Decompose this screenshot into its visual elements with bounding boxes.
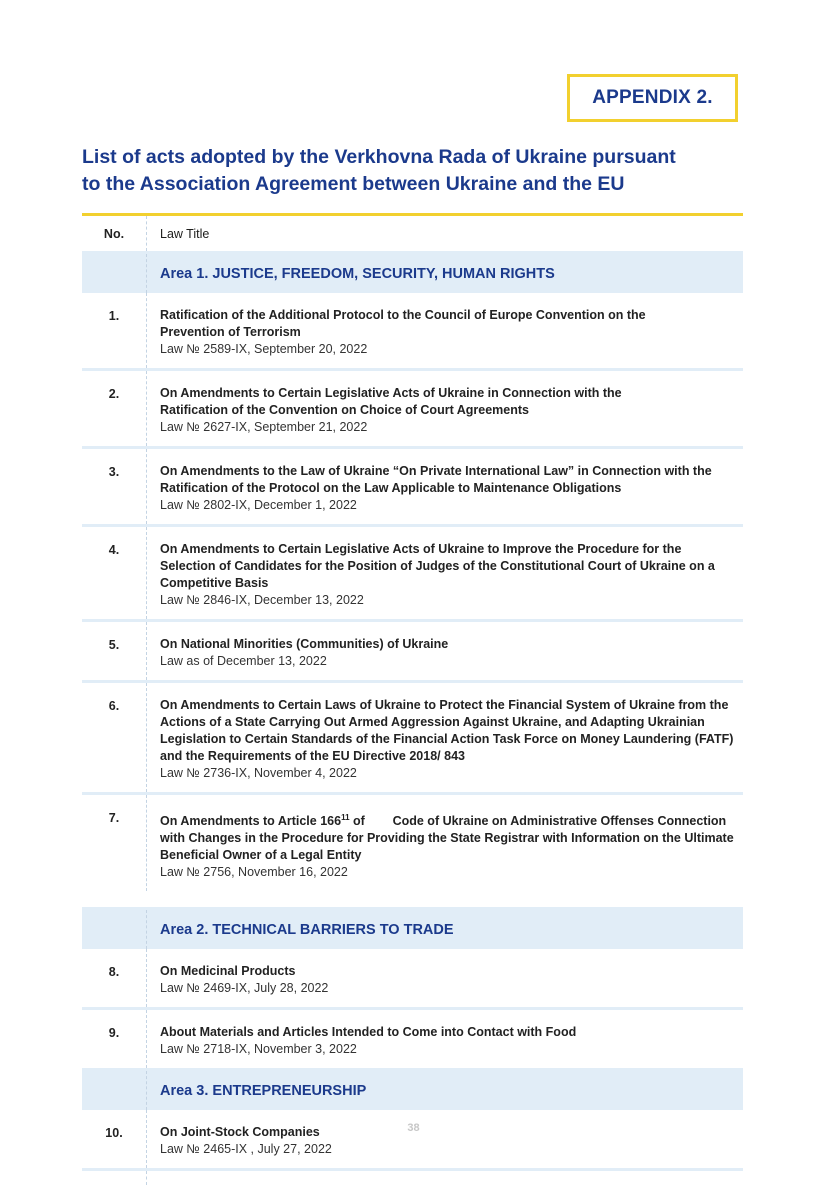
area-header: [82, 1071, 743, 1110]
law-title-part-b: of Code of Ukraine on Administrative Offenses Connection with Changes in the Procedure for Providing the State Registrar with Information on the Ultimate Beneficial Owner of a Legal Entity: [160, 814, 738, 863]
column-header-no: No.: [82, 216, 147, 251]
area-header: [82, 254, 743, 293]
law-title: [160, 809, 738, 864]
row-number: 8.: [82, 949, 147, 1007]
law-title: On Amendments to the Law of Ukraine “On Private International Law” in Connection with the Ratification of the Protocol on the Law Applicable to Maintenance Obligations: [160, 464, 712, 495]
law-cell: [147, 622, 743, 680]
law-reference: Law № 2718-IX, November 3, 2022: [160, 1042, 357, 1057]
law-reference: Law № 2802-IX, December 1, 2022: [160, 498, 357, 512]
row-number: 6.: [82, 683, 147, 792]
table-row: [82, 949, 743, 1010]
law-cell: [147, 683, 743, 792]
row-number: 3.: [82, 449, 147, 524]
table-row: [82, 293, 743, 371]
row-number: 4.: [82, 527, 147, 619]
law-title-part-a: On Amendments to Article 166: [160, 814, 342, 829]
law-title: On Joint-Stock Companies: [160, 1125, 320, 1140]
table-header: [82, 216, 743, 254]
law-title: On National Minorities (Communities) of Ukraine: [160, 637, 449, 651]
title-line-2: to the Association Agreement between Ukraine and the EU: [82, 173, 625, 195]
law-title: On Amendments to Certain Laws of Ukraine to Protect the Financial System of Ukraine from the Actions of a State Carrying Out Armed Aggression Against Ukraine, and Adapting Ukrainian Legislation to Certain Standards of the Financial Action Task Force on Money Laundering (FATF) and the Requirements of the EU Directive 2018/ 843: [160, 698, 734, 763]
law-reference: Law № 2756, November 16, 2022: [160, 865, 348, 880]
area-title: Area 3. ENTREPRENEURSHIP: [160, 1082, 367, 1099]
row-number: 5.: [82, 622, 147, 680]
article-superscript: 11: [341, 813, 350, 822]
law-cell: [147, 1171, 743, 1185]
law-cell: [147, 293, 743, 368]
law-title: Ratification of the Additional Protocol to the Council of Europe Convention on the Prevention of Terrorism: [160, 308, 646, 339]
area-title: Area 1. JUSTICE, FREEDOM, SECURITY, HUMAN RIGHTS: [160, 265, 555, 282]
law-reference: Law № 2627-IX, September 21, 2022: [160, 420, 368, 434]
table-row: [82, 527, 743, 622]
law-reference: Law № 2589-IX, September 20, 2022: [160, 342, 368, 356]
row-number: 10.: [82, 1110, 147, 1168]
row-number: [82, 1171, 147, 1185]
law-reference: Law № 2846-IX, December 13, 2022: [160, 593, 364, 607]
document-title: [82, 144, 752, 198]
table-row: [82, 622, 743, 683]
law-reference: Law as of December 13, 2022: [160, 654, 327, 668]
table-row-continued: [82, 1171, 743, 1185]
table-row: [82, 1110, 743, 1171]
law-cell: [147, 371, 743, 446]
law-cell: [147, 949, 743, 1007]
table-row: [82, 449, 743, 527]
law-reference: Law № 2465-IX , July 27, 2022: [160, 1142, 332, 1157]
law-cell: [147, 1010, 743, 1068]
row-number: 1.: [82, 293, 147, 368]
law-title: On Medicinal Products: [160, 964, 296, 979]
area-number-cell: [82, 1071, 147, 1110]
law-reference: Law № 2736-IX, November 4, 2022: [160, 766, 357, 780]
area-number-cell: [82, 910, 147, 949]
table-row: [82, 1010, 743, 1071]
column-header-title: Law Title: [160, 226, 210, 241]
title-line-1: List of acts adopted by the Verkhovna Rada of Ukraine pursuant: [82, 146, 676, 168]
law-title: About Materials and Articles Intended to Come into Contact with Food: [160, 1025, 577, 1040]
area-number-cell: [82, 254, 147, 293]
law-cell: [147, 1110, 743, 1168]
table-row: [82, 795, 743, 910]
appendix-label: APPENDIX 2.: [567, 74, 738, 122]
law-cell: [147, 527, 743, 619]
table-row: [82, 683, 743, 795]
area-header: [82, 910, 743, 949]
law-cell: [147, 795, 743, 891]
law-title: On Amendments to Certain Legislative Acts of Ukraine in Connection with the Ratification of the Convention on Choice of Court Agreements: [160, 386, 622, 417]
law-title: On Amendments to Certain Legislative Acts of Ukraine to Improve the Procedure for the Selection of Candidates for the Position of Judges of the Constitutional Court of Ukraine on a Competitive Basis: [160, 542, 715, 590]
law-cell: [147, 449, 743, 524]
row-number: 9.: [82, 1010, 147, 1068]
acts-table: [82, 213, 743, 1185]
row-number: 2.: [82, 371, 147, 446]
page-number: 38: [407, 1122, 420, 1134]
table-row: [82, 371, 743, 449]
law-reference: Law № 2469-IX, July 28, 2022: [160, 981, 329, 996]
row-number: 7.: [82, 795, 147, 891]
area-title: Area 2. TECHNICAL BARRIERS TO TRADE: [160, 921, 454, 938]
